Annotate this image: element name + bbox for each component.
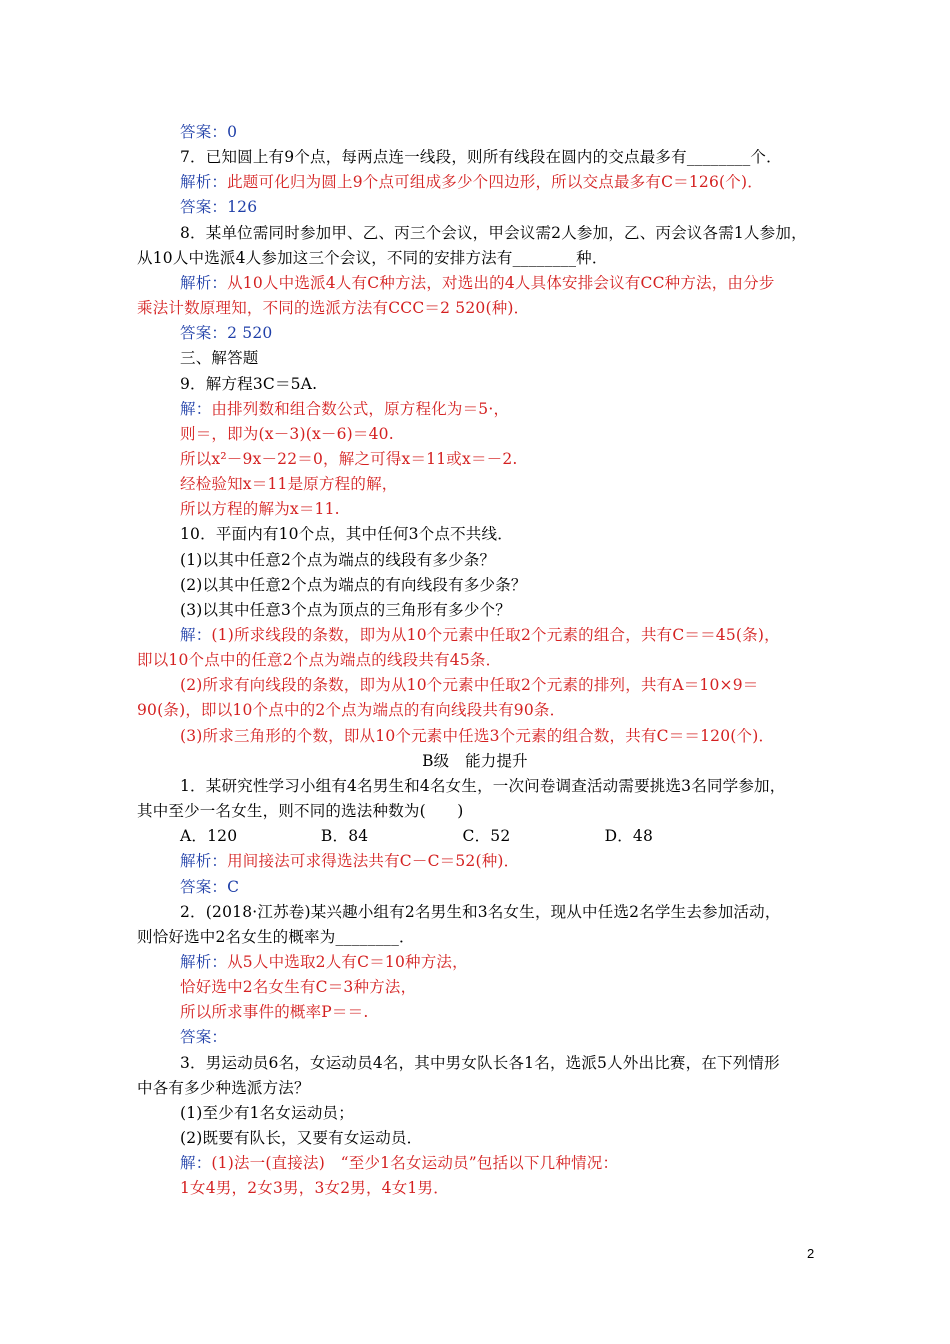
text-line (180, 625, 780, 645)
text-line (180, 172, 763, 192)
text-line: B级 能力提升 (422, 751, 528, 770)
text-line (180, 851, 519, 871)
text-line: 所以x²－9x－22＝0，解之可得x＝11或x＝－2. (180, 449, 518, 468)
text-line: (1)以其中任意2个点为端点的线段有多少条？ (180, 550, 496, 569)
text-line: (2)以其中任意2个点为端点的有向线段有多少条？ (180, 575, 527, 594)
text-line: (1)至少有1名女运动员； (180, 1103, 354, 1122)
label-prefix: 解析： (180, 273, 228, 292)
text-line: 10．平面内有10个点，其中任何3个点不共线． (180, 525, 513, 544)
text-line (180, 1153, 618, 1173)
text-line: 则恰好选中2名女生的概率为________． (137, 927, 415, 946)
solution-text: 由排列数和组合数公式，原方程化为＝5·， (211, 399, 510, 418)
text-line: 答案： (180, 1028, 228, 1047)
text-line: 答案：C (180, 877, 240, 896)
label-prefix: 解析： (180, 173, 228, 192)
label-prefix: 解： (180, 626, 212, 644)
text-line: 8．某单位需同时参加甲、乙、丙三个会议，甲会议需2人参加，乙、丙会议各需1人参加， (180, 223, 807, 242)
page-number: 2 (807, 1246, 815, 1261)
text-line: 90(条)，即以10个点中的2个点为端点的有向线段共有90条． (137, 701, 566, 720)
text-line: 则＝，即为(x－3)(x－6)＝40. (180, 424, 394, 443)
text-line: (2)所求有向线段的条数，即为从10个元素中任取2个元素的排列，共有A＝10×9＝ (180, 676, 759, 695)
text-line: 9．解方程3C＝5A. (180, 374, 318, 393)
text-line: 中各有多少种选派方法？ (137, 1078, 310, 1097)
text-line: 经检验知x＝11是原方程的解， (180, 475, 398, 494)
solution-text: 此题可化归为圆上9个点可组成多少个四边形，所以交点最多有C＝126(个)． (227, 173, 763, 192)
label-prefix: 解析： (180, 852, 228, 871)
text-line: 答案：126 (180, 198, 258, 217)
text-line: 答案：0 (180, 123, 238, 141)
text-line: 即以10个点中的任意2个点为端点的线段共有45条． (137, 651, 502, 670)
text-line: 3．男运动员6名，女运动员4名，其中男女队长各1名，选派5人外出比赛，在下列情形 (180, 1053, 780, 1072)
text-line (180, 399, 509, 419)
text-line: 7．已知圆上有9个点，每两点连一线段，则所有线段在圆内的交点最多有________个． (180, 148, 782, 167)
text-line: (3)以其中任意3个点为顶点的三角形有多少个？ (180, 600, 511, 619)
text-line: 所以方程的解为x＝11. (180, 500, 340, 519)
text-line: 其中至少一名女生，则不同的选法种数为( ) (137, 802, 464, 821)
solution-text: (1)所求线段的条数，即为从10个元素中任取2个元素的组合，共有C＝＝45(条)， (211, 626, 780, 644)
text-line: 乘法计数原理知，不同的选派方法有CCC＝2 520(种)． (137, 299, 530, 318)
text-line: 1女4男，2女3男，3女2男，4女1男． (180, 1179, 449, 1198)
text-line: (2)既要有队长，又要有女运动员． (180, 1129, 423, 1147)
solution-text: (1)法一(直接法) “至少1名女运动员”包括以下几种情况： (211, 1154, 619, 1173)
solution-text: 用间接法可求得选法共有C－C＝52(种)． (227, 852, 520, 871)
text-line: 2．(2018·江苏卷)某兴趣小组有2名男生和3名女生，现从中任选2名学生去参加活动， (180, 902, 781, 921)
text-line: 三、解答题 (180, 349, 259, 368)
text-line: 1．某研究性学习小组有4名男生和4名女生，一次问卷调查活动需要挑选3名同学参加， (180, 776, 786, 795)
text-line: A．120 B．84 C．52 D．48 (180, 827, 654, 846)
label-prefix: 解： (180, 399, 212, 418)
label-prefix: 解析： (180, 952, 228, 971)
text-line: 答案：2 520 (180, 324, 273, 343)
text-line (180, 952, 468, 972)
text-line: 所以所求事件的概率P＝＝. (180, 1003, 369, 1022)
solution-text: 从5人中选取2人有C＝10种方法， (227, 952, 468, 971)
label-prefix: 解： (180, 1154, 212, 1173)
text-line: (3)所求三角形的个数，即从10个元素中任选3个元素的组合数，共有C＝＝120(个)． (180, 726, 775, 745)
text-line: 从10人中选派4人参加这三个会议，不同的安排方法有________种． (137, 248, 608, 267)
text-line: 恰好选中2名女生有C＝3种方法， (180, 978, 417, 997)
solution-text: 从10人中选派4人有C种方法，对选出的4人具体安排会议有CC种方法，由分步 (227, 273, 775, 292)
text-line (180, 273, 775, 293)
